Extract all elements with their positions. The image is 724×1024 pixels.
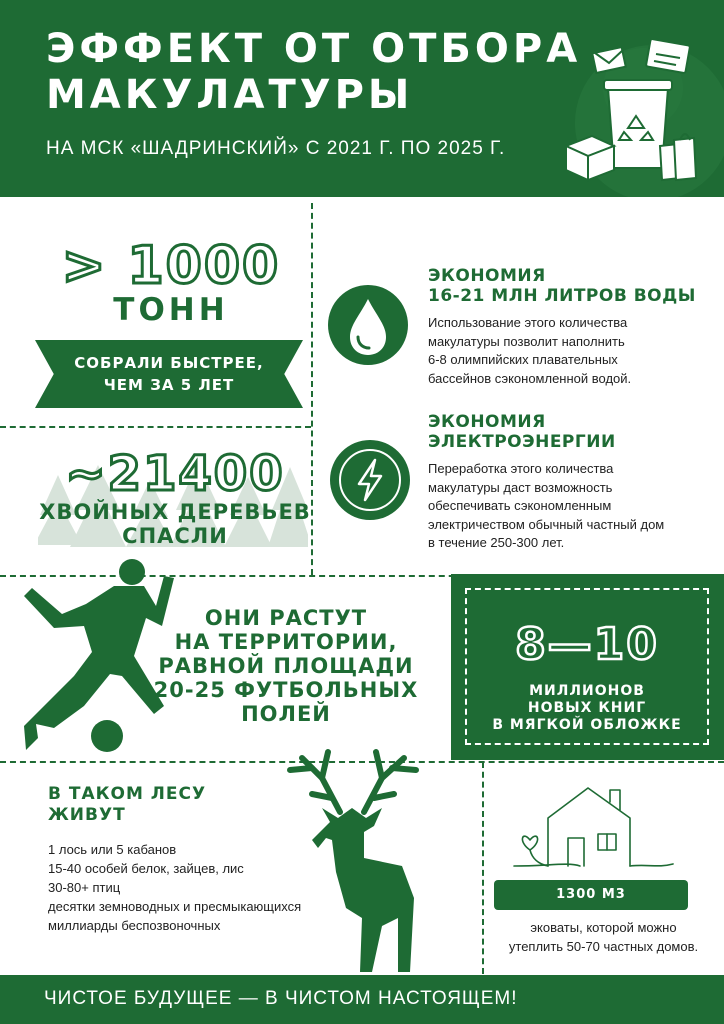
water-heading [428,266,696,306]
water-text [428,314,631,388]
tons-ribbon-text [35,352,303,396]
water-text-line: макулатуры позволит наполнить [428,333,625,349]
page-title [46,26,581,118]
football-text [146,606,426,726]
trees-label-line-2: СПАСЛИ [122,524,228,548]
water-drop-icon [328,285,408,365]
trees-number: ~21400 [65,446,285,502]
energy-text [428,460,664,553]
football-line: 20-25 ФУТБОЛЬНЫХ [153,678,419,702]
energy-text-line: обеспечивать сэкономленным [428,498,612,513]
tons-unit: ТОНН [113,292,229,328]
ecowool-text-line-2: утеплить 50-70 частных домов. [508,939,699,954]
tons-number: > 1000 [61,236,281,296]
books-line: В МЯГКОЙ ОБЛОЖКЕ [492,717,682,733]
footer-slogan: ЧИСТОЕ БУДУЩЕЕ — В ЧИСТОМ НАСТОЯЩЕМ! [44,988,518,1009]
forest-life-heading [48,784,206,826]
books-line: НОВЫХ КНИГ [527,700,647,716]
energy-text-line: Переработка этого количества [428,461,614,476]
recycling-bin-icon [548,28,724,197]
trees-label [38,500,312,548]
forest-life-item: миллиарды беспозвоночных [48,918,221,933]
energy-heading-line-1: ЭКОНОМИЯ [428,412,546,432]
title-line-2: МАКУЛАТУРЫ [46,72,414,118]
forest-life-item: 30-80+ птиц [48,880,121,895]
football-line: РАВНОЙ ПЛОЩАДИ [158,654,414,678]
forest-life-item: 15-40 особей белок, зайцев, лис [48,861,244,876]
house-line-icon [508,784,678,874]
deer-icon [282,748,432,972]
books-text [465,683,709,734]
water-text-line: бассейнов сэкономленной водой. [428,370,632,386]
water-heading-line-2: 16-21 МЛН ЛИТРОВ ВОДЫ [428,286,696,306]
ecowool-text-line-1: эковаты, которой можно [530,920,677,935]
energy-heading [428,412,616,452]
forest-life-list [48,840,301,935]
football-line: ОНИ РАСТУТ [204,606,368,630]
energy-text-line: электричеством обычный частный дом [428,516,665,532]
ecowool-volume-badge: 1300 М3 [494,880,688,910]
books-number: 8—10 [515,619,659,670]
ribbon-line-2: ЧЕМ ЗА 5 ЛЕТ [103,376,235,394]
forest-life-item: 1 лось или 5 кабанов [48,842,177,857]
energy-text-line: макулатуры даст возможность [428,479,613,495]
forest-life-item: десятки земноводных и пресмыкающихся [48,899,302,914]
divider-horizontal-left [0,426,311,428]
lightning-icon [330,440,410,520]
books-line: МИЛЛИОНОВ [529,683,645,699]
football-line: НА ТЕРРИТОРИИ, [174,630,398,654]
water-heading-line-1: ЭКОНОМИЯ [428,266,546,286]
football-line: ПОЛЕЙ [241,702,331,726]
page-subtitle: НА МСК «ШАДРИНСКИЙ» С 2021 Г. ПО 2025 Г. [46,138,506,159]
trees-label-line-1: ХВОЙНЫХ ДЕРЕВЬЕВ [39,500,311,524]
water-text-line: 6-8 олимпийских плавательных [428,352,618,367]
energy-text-line: в течение 250-300 лет. [428,535,565,550]
water-text-line: Использование этого количества [428,315,628,330]
ecowool-text [483,918,724,956]
ribbon-line-1: СОБРАЛИ БЫСТРЕЕ, [74,354,264,372]
forest-life-heading-line-1: В ТАКОМ ЛЕСУ [48,784,207,804]
energy-heading-line-2: ЭЛЕКТРОЭНЕРГИИ [428,432,616,452]
title-line-1: ЭФФЕКТ ОТ ОТБОРА [46,26,582,72]
forest-life-heading-line-2: ЖИВУТ [48,805,126,825]
